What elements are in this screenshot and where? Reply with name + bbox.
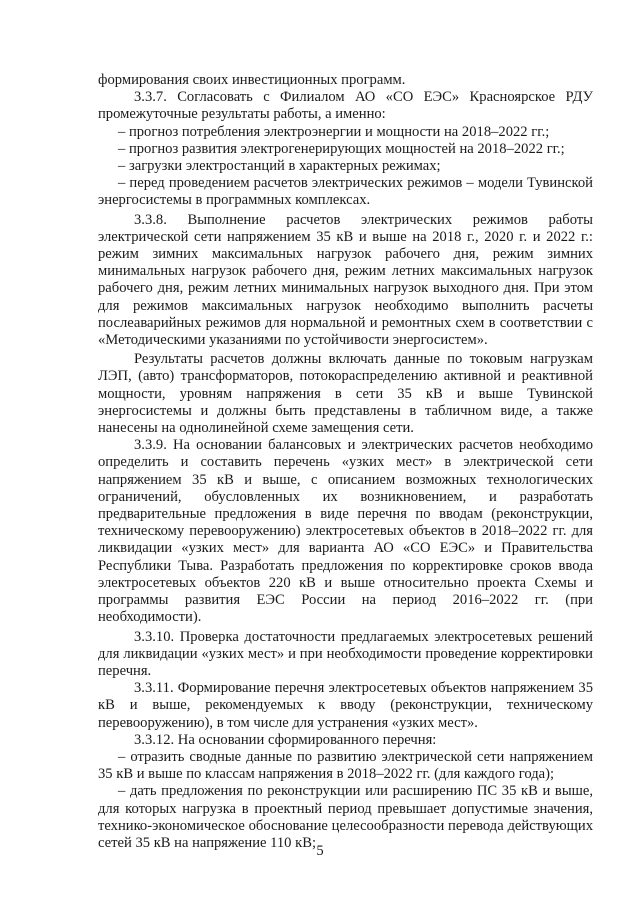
paragraph: 3.3.11. Формирование перечня электросетевых объектов напряжением 35 кВ и выше, рекомендуемых к вводу (реконструкции, техническому перевооружению), в том числе для устранения «узких мест». — [98, 680, 593, 731]
paragraph: Результаты расчетов должны включать данные по токовым нагрузкам ЛЭП, (авто) трансформаторов, потокораспределению активной и реактивной мощности, уровням напряжения в сети 35 кВ и выше Тувинской энергосистемы и должны быть представлены в табличном виде, а также нанесены на однолинейной схеме замещения сети. — [98, 351, 593, 437]
list-item: – дать предложения по реконструкции или расширению ПС 35 кВ и выше, для которых нагрузка в проектный период превышает допустимые значения, технико-экономическое обоснование целесообразности перевода действующих сетей 35 кВ на напряжение 110 кВ; — [98, 783, 593, 851]
paragraph: 3.3.10. Проверка достаточности предлагаемых электросетевых решений для ликвидации «узких мест» и при необходимости проведение корректировки перечня. — [98, 628, 593, 679]
list-item: – отразить сводные данные по развитию электрической сети напряжением 35 кВ и выше по классам напряжения в 2018–2022 гг. (для каждого года); — [98, 748, 593, 783]
list-item: – перед проведением расчетов электрических режимов – модели Тувинской энергосистемы в программных комплексах. — [98, 175, 593, 209]
page-number: 5 — [316, 843, 324, 859]
paragraph: 3.3.9. На основании балансовых и электрических расчетов необходимо определить и составить перечень «узких мест» в электрической сети напряжением 35 кВ и выше, с описанием возможных технологических ограничений, обусловленных их возникновением, и разработать предварительные предложения в виде перечня по вводам (реконструкции, техническому перевооружению) электросетевых объектов в 2018–2022 гг. для ликвидации «узких мест» для варианта АО «СО ЕЭС» и Правительства Республики Тыва. Разработать предложения по корректировке сроков ввода электросетевых объектов 220 кВ и выше относительно проекта Схемы и программы развития ЕЭС России на период 2016–2022 гг. (при необходимости). — [98, 437, 593, 626]
list-item: – загрузки электростанций в характерных режимах; — [118, 158, 441, 175]
document-body — [98, 72, 593, 852]
paragraph: формирования своих инвестиционных программ. — [98, 72, 406, 88]
list-item: – прогноз потребления электроэнергии и мощности на 2018–2022 гг.; — [118, 123, 550, 140]
paragraph: 3.3.8. Выполнение расчетов электрических режимов работы электрической сети напряжением 35 кВ и выше на 2018 г., 2020 г. и 2022 г.: режим зимних максимальных нагрузок рабочего дня, режим зимних минимальных нагрузок рабочего дня, режим летних максимальных нагрузок рабочего дня, режим летних минимальных нагрузок выходного дня. При этом для режимов максимальных нагрузок необходимо выполнить расчеты послеаварийных режимов для нормальной и ремонтных схем в соответствии с «Методическими указаниями по устойчивости энергосистем». — [98, 211, 593, 349]
paragraph: 3.3.12. На основании сформированного перечня: — [134, 731, 437, 748]
list-item: – прогноз развития электрогенерирующих мощностей на 2018–2022 гг.; — [118, 140, 565, 157]
paragraph: 3.3.7. Согласовать с Филиалом АО «СО ЕЭС» Красноярское РДУ промежуточные результаты работы, а именно: — [98, 89, 593, 123]
